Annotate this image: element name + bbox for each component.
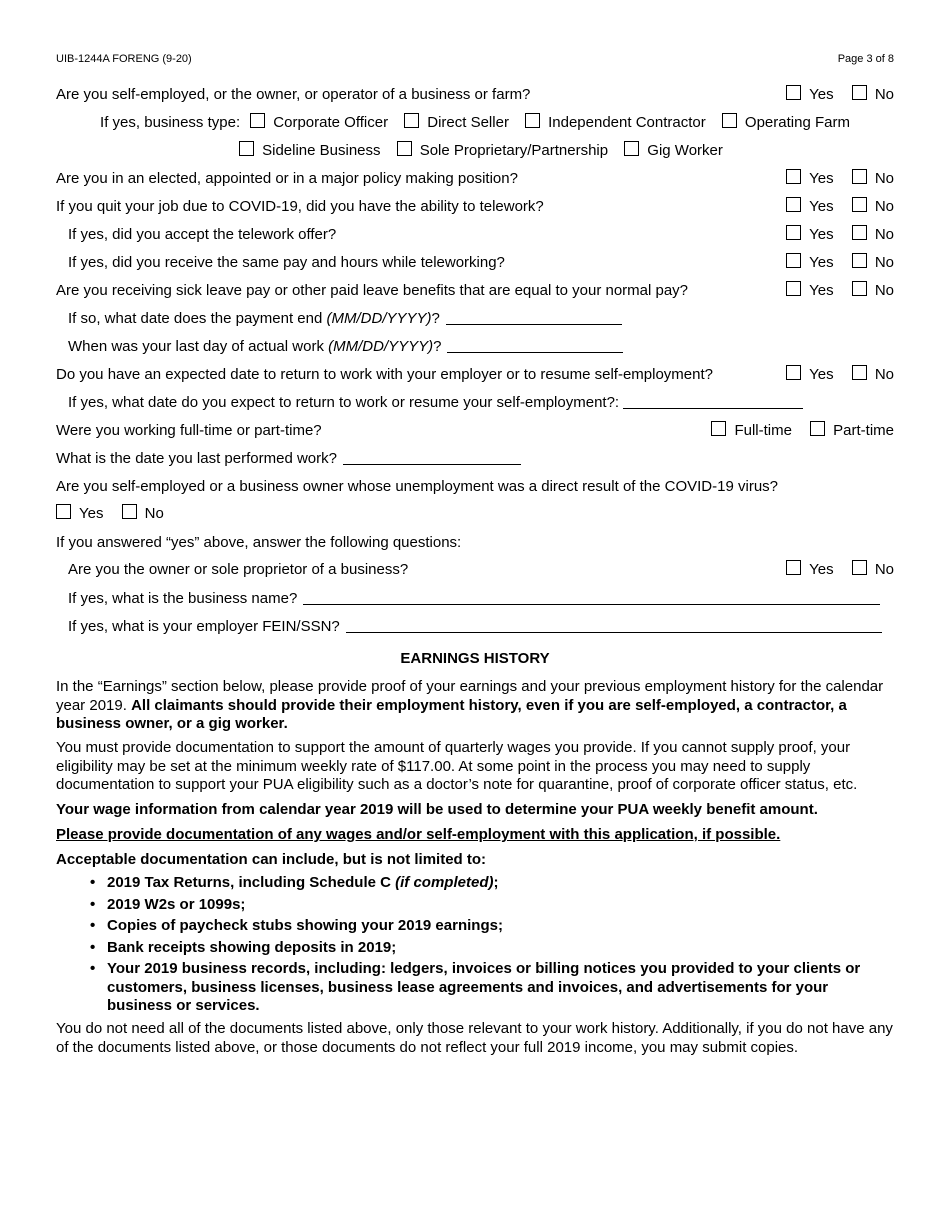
question-last-day: When was your last day of actual work (MM/DD/YYYY)? xyxy=(56,336,894,358)
yes-no-group: Yes No xyxy=(786,280,894,302)
earnings-paragraph-2: You must provide documentation to support the amount of quarterly wages you provide. If you cannot supply proof, your eligibility may be set at the minimum weekly rate of $117.00. At some point in the process you may need to supply documentation to support your PUA eligibility such as a doctor’s note for quarantine, proof of corporate officer status, etc. xyxy=(56,739,858,793)
page-number: Page 3 of 8 xyxy=(837,53,894,65)
list-item: • 2019 W2s or 1099s; xyxy=(90,895,246,913)
earnings-history-title: EARNINGS HISTORY xyxy=(400,650,550,667)
list-item: • Bank receipts showing deposits in 2019; xyxy=(90,938,397,956)
question-telework-ability: If you quit your job due to COVID-19, did you have the ability to telework? Yes No xyxy=(56,196,894,218)
yes-no-group: Yes No xyxy=(786,84,894,106)
no-checkbox[interactable] xyxy=(852,281,867,296)
documentation-list xyxy=(90,874,894,1019)
yes-checkbox[interactable] xyxy=(56,504,71,519)
question-last-performed: What is the date you last performed work? xyxy=(56,448,894,470)
yes-checkbox[interactable] xyxy=(786,281,801,296)
no-checkbox[interactable] xyxy=(852,85,867,100)
corporate-officer-checkbox[interactable] xyxy=(250,113,265,128)
form-id: UIB-1244A FORENG (9-20) xyxy=(56,53,192,65)
independent-contractor-checkbox[interactable] xyxy=(525,113,540,128)
sideline-business-checkbox[interactable] xyxy=(239,141,254,156)
yes-no-group: Yes No xyxy=(786,196,894,218)
list-item: • Your 2019 business records, including: ledgers, invoices or billing notices you provided to your clients or customers, business licenses, business lease agreements and invoices, and advertisements for your business or services. xyxy=(90,960,861,1014)
yes-checkbox[interactable] xyxy=(786,560,801,575)
question-telework-accept: If yes, did you accept the telework offer? Yes No xyxy=(56,224,894,246)
sole-proprietary-checkbox[interactable] xyxy=(397,141,412,156)
covid-direct-options: Yes No xyxy=(56,503,894,525)
question-full-part-time: Were you working full-time or part-time? Full-time Part-time xyxy=(56,420,894,442)
business-name-field[interactable] xyxy=(303,590,880,605)
no-checkbox[interactable] xyxy=(852,365,867,380)
direct-seller-checkbox[interactable] xyxy=(404,113,419,128)
full-time-checkbox[interactable] xyxy=(711,421,726,436)
no-checkbox[interactable] xyxy=(852,225,867,240)
no-checkbox[interactable] xyxy=(852,197,867,212)
operating-farm-checkbox[interactable] xyxy=(722,113,737,128)
earnings-paragraph-3: Your wage information from calendar year 2019 will be used to determine your PUA weekly benefit amount. xyxy=(56,801,818,818)
yes-checkbox[interactable] xyxy=(786,197,801,212)
form-page xyxy=(56,0,894,1230)
question-covid-direct: Are you self-employed or a business owner whose unemployment was a direct result of the COVID-19 virus? xyxy=(56,478,778,495)
question-return-date: Do you have an expected date to return to work with your employer or to resume self-employment? Yes No xyxy=(56,364,894,386)
question-sick-leave: Are you receiving sick leave pay or other paid leave benefits that are equal to your normal pay? Yes No xyxy=(56,280,894,302)
no-checkbox[interactable] xyxy=(852,253,867,268)
no-checkbox[interactable] xyxy=(122,504,137,519)
business-type-label: If yes, business type: xyxy=(100,114,241,131)
question-return-date-when: If yes, what date do you expect to return to work or resume your self-employment?: xyxy=(56,392,894,414)
earnings-paragraph-1: In the “Earnings” section below, please provide proof of your earnings and your previous employment history for the calendar year 2019. All claimants should provide their employment history, even if you are self-employed, a contractor, a business owner, or a gig worker. xyxy=(56,678,884,732)
full-part-group: Full-time Part-time xyxy=(711,420,894,442)
list-item: • Copies of paycheck stubs showing your 2019 earnings; xyxy=(90,917,503,934)
question-self-employed: Are you self-employed, or the owner, or operator of a business or farm? Yes No xyxy=(56,84,894,106)
yes-checkbox[interactable] xyxy=(786,365,801,380)
question-telework-same-pay: If yes, did you receive the same pay and hours while teleworking? Yes No xyxy=(56,252,894,274)
earnings-paragraph-6: You do not need all of the documents listed above, only those relevant to your work history. Additionally, if you do not have any of the documents listed above, or those documents do not reflect your full 2019 income, you may submit copies. xyxy=(56,1020,893,1056)
question-fein: If yes, what is your employer FEIN/SSN? xyxy=(56,616,894,638)
list-item: • 2019 Tax Returns, including Schedule C (if completed); xyxy=(90,874,499,891)
question-payment-end: If so, what date does the payment end (MM/DD/YYYY)? xyxy=(56,308,894,330)
no-checkbox[interactable] xyxy=(852,560,867,575)
gig-worker-checkbox[interactable] xyxy=(624,141,639,156)
yes-checkbox[interactable] xyxy=(786,169,801,184)
payment-end-date-field[interactable] xyxy=(446,310,622,325)
return-date-field[interactable] xyxy=(623,394,803,409)
yes-checkbox[interactable] xyxy=(786,225,801,240)
question-owner: Are you the owner or sole proprietor of a business? Yes No xyxy=(56,559,894,581)
yes-checkbox[interactable] xyxy=(786,85,801,100)
fein-field[interactable] xyxy=(346,618,882,633)
business-type-row-1: If yes, business type: Corporate Officer Direct Seller Independent Contractor Operating Farm xyxy=(100,114,850,131)
last-day-date-field[interactable] xyxy=(447,338,623,353)
earnings-paragraph-5: Acceptable documentation can include, but is not limited to: xyxy=(56,851,487,868)
part-time-checkbox[interactable] xyxy=(810,421,825,436)
yes-no-group: Yes No xyxy=(786,224,894,246)
business-type-row-2: Sideline Business Sole Proprietary/Partnership Gig Worker xyxy=(56,140,894,162)
no-checkbox[interactable] xyxy=(852,169,867,184)
last-performed-date-field[interactable] xyxy=(343,450,521,465)
yes-no-group: Yes No xyxy=(786,168,894,190)
question-business-name: If yes, what is the business name? xyxy=(56,588,894,610)
yes-no-group: Yes No xyxy=(786,252,894,274)
yes-checkbox[interactable] xyxy=(786,253,801,268)
answered-yes-instruction: If you answered “yes” above, answer the following questions: xyxy=(56,534,462,551)
earnings-paragraph-4: Please provide documentation of any wages and/or self-employment with this application, if possible. xyxy=(56,826,781,843)
question-elected: Are you in an elected, appointed or in a major policy making position? Yes No xyxy=(56,168,894,190)
yes-no-group: Yes No xyxy=(786,559,894,581)
yes-no-group: Yes No xyxy=(786,364,894,386)
